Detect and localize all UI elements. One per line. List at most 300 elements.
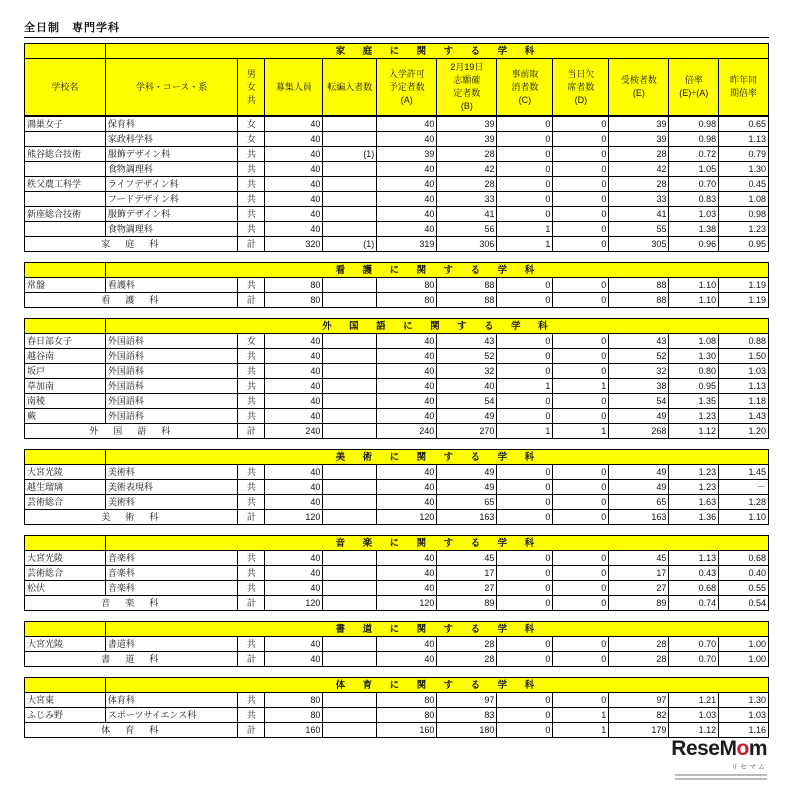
cell-total-ratio: 1.10	[669, 293, 719, 308]
cell-lastyear: 0.45	[719, 177, 769, 192]
cell-capacity: 40	[265, 117, 323, 132]
cell-total-permit: 240	[377, 424, 437, 439]
cell-total-lastyear: 1.10	[719, 510, 769, 525]
cell-cancel: 0	[497, 566, 553, 581]
cell-transfer	[323, 349, 377, 364]
cell-total-examinees: 268	[609, 424, 669, 439]
cell-total-capacity: 160	[265, 723, 323, 738]
cell-absent: 0	[553, 551, 609, 566]
cell-cancel: 0	[497, 334, 553, 349]
cell-lastyear: 1.03	[719, 708, 769, 723]
cell-school: 新座総合技術	[25, 207, 106, 222]
cell-cancel: 0	[497, 117, 553, 132]
cell-lastyear: 1.43	[719, 409, 769, 424]
col-header-lastyear: 昨年同 期倍率	[719, 59, 769, 116]
cell-transfer	[323, 637, 377, 652]
cell-ratio: 1.63	[669, 495, 719, 510]
table-row	[25, 177, 769, 192]
cell-gender: 共	[238, 581, 265, 596]
cell-total-permit: 120	[377, 596, 437, 611]
cell-total-absent: 0	[553, 510, 609, 525]
section-title: 体 育 に 関 す る 学 科	[105, 678, 768, 693]
cell-gender: 共	[238, 566, 265, 581]
cell-course: 外国語科	[105, 334, 238, 349]
table-row	[25, 566, 769, 581]
cell-permit: 40	[377, 349, 437, 364]
cell-gender: 共	[238, 394, 265, 409]
table-total-row	[25, 424, 769, 439]
cell-lastyear: 1.00	[719, 637, 769, 652]
cell-capacity: 40	[265, 379, 323, 394]
cell-total-gender: 計	[238, 723, 265, 738]
logo-bars	[671, 774, 767, 780]
cell-course: 体育科	[105, 693, 238, 708]
table-row	[25, 222, 769, 237]
table-row	[25, 349, 769, 364]
page-title: 全日制 専門学科	[24, 19, 769, 38]
section-table	[24, 621, 769, 667]
col-header-applicants-date: 2月19日	[450, 62, 484, 72]
cell-transfer	[323, 465, 377, 480]
cell-total-permit: 40	[377, 652, 437, 667]
cell-transfer	[323, 379, 377, 394]
cell-transfer	[323, 551, 377, 566]
cell-permit: 40	[377, 207, 437, 222]
cell-transfer	[323, 364, 377, 379]
cell-transfer	[323, 222, 377, 237]
cell-absent: 0	[553, 162, 609, 177]
cell-total-ratio: 0.96	[669, 237, 719, 252]
section-bar-blank	[25, 678, 106, 693]
cell-total-label: 外 国 語 科	[25, 424, 238, 439]
cell-absent: 0	[553, 566, 609, 581]
section-title: 外 国 語 に 関 す る 学 科	[105, 319, 768, 334]
cell-total-cancel: 0	[497, 652, 553, 667]
cell-absent: 0	[553, 349, 609, 364]
cell-applicants: 97	[437, 693, 497, 708]
cell-total-applicants: 89	[437, 596, 497, 611]
cell-capacity: 40	[265, 207, 323, 222]
cell-absent: 0	[553, 581, 609, 596]
cell-absent: 0	[553, 147, 609, 162]
cell-lastyear: 0.55	[719, 581, 769, 596]
cell-ratio: 0.98	[669, 117, 719, 132]
cell-total-gender: 計	[238, 424, 265, 439]
cell-examinees: 52	[609, 349, 669, 364]
cell-gender: 共	[238, 147, 265, 162]
logo-name: ReseMom	[671, 737, 767, 760]
cell-examinees: 32	[609, 364, 669, 379]
table-row	[25, 637, 769, 652]
cell-permit: 40	[377, 222, 437, 237]
table-row	[25, 708, 769, 723]
cell-total-capacity: 320	[265, 237, 323, 252]
cell-permit: 40	[377, 551, 437, 566]
cell-ratio: 0.72	[669, 147, 719, 162]
cell-cancel: 0	[497, 177, 553, 192]
cell-total-examinees: 28	[609, 652, 669, 667]
cell-course: 看護科	[105, 278, 238, 293]
cell-total-gender: 計	[238, 510, 265, 525]
cell-transfer	[323, 566, 377, 581]
cell-ratio: 0.83	[669, 192, 719, 207]
col-header-absent: 当日欠 席者数 (D)	[553, 59, 609, 116]
col-header-permit: 入学許可 予定者数 (A)	[377, 59, 437, 116]
section-bar	[25, 622, 769, 637]
cell-examinees: 27	[609, 581, 669, 596]
cell-examinees: 49	[609, 465, 669, 480]
cell-total-label: 体 育 科	[25, 723, 238, 738]
resemom-logo	[671, 737, 767, 780]
header-top-bar	[25, 44, 769, 59]
cell-total-lastyear: 1.00	[719, 652, 769, 667]
cell-capacity: 40	[265, 637, 323, 652]
cell-examinees: 88	[609, 278, 669, 293]
cell-absent: 0	[553, 192, 609, 207]
cell-transfer	[323, 693, 377, 708]
cell-gender: 共	[238, 177, 265, 192]
cell-cancel: 0	[497, 637, 553, 652]
cell-gender: 共	[238, 222, 265, 237]
cell-course: 外国語科	[105, 409, 238, 424]
cell-total-permit: 120	[377, 510, 437, 525]
cell-applicants: 42	[437, 162, 497, 177]
cell-gender: 共	[238, 379, 265, 394]
cell-applicants: 83	[437, 708, 497, 723]
table-row	[25, 147, 769, 162]
cell-ratio: 1.35	[669, 394, 719, 409]
table-total-row	[25, 596, 769, 611]
cell-transfer	[323, 334, 377, 349]
cell-total-lastyear: 1.16	[719, 723, 769, 738]
cell-absent: 0	[553, 693, 609, 708]
col-header-cancel: 事前取 消者数 (C)	[497, 59, 553, 116]
cell-total-lastyear: 0.54	[719, 596, 769, 611]
cell-permit: 40	[377, 581, 437, 596]
cell-school: 大宮東	[25, 693, 106, 708]
cell-applicants: 28	[437, 637, 497, 652]
cell-total-ratio: 1.12	[669, 424, 719, 439]
cell-ratio: 1.13	[669, 551, 719, 566]
cell-cancel: 1	[497, 222, 553, 237]
cell-cancel: 0	[497, 207, 553, 222]
cell-total-capacity: 120	[265, 510, 323, 525]
cell-course: スポーツサイエンス科	[105, 708, 238, 723]
cell-applicants: 33	[437, 192, 497, 207]
cell-examinees: 28	[609, 147, 669, 162]
cell-cancel: 0	[497, 394, 553, 409]
cell-lastyear: 0.98	[719, 207, 769, 222]
cell-ratio: 1.03	[669, 708, 719, 723]
cell-total-permit: 80	[377, 293, 437, 308]
cell-total-ratio: 1.36	[669, 510, 719, 525]
cell-school: 草加南	[25, 379, 106, 394]
cell-capacity: 80	[265, 278, 323, 293]
cell-total-capacity: 240	[265, 424, 323, 439]
cell-examinees: 97	[609, 693, 669, 708]
cell-total-examinees: 305	[609, 237, 669, 252]
cell-permit: 40	[377, 334, 437, 349]
table-row	[25, 364, 769, 379]
cell-examinees: 49	[609, 480, 669, 495]
table-row	[25, 117, 769, 132]
cell-total-label: 書 道 科	[25, 652, 238, 667]
cell-cancel: 0	[497, 147, 553, 162]
cell-permit: 40	[377, 177, 437, 192]
cell-lastyear: 0.65	[719, 117, 769, 132]
cell-school: 秩父農工科学	[25, 177, 106, 192]
cell-course: 美術科	[105, 495, 238, 510]
cell-cancel: 0	[497, 162, 553, 177]
cell-examinees: 54	[609, 394, 669, 409]
cell-total-cancel: 1	[497, 424, 553, 439]
cell-permit: 40	[377, 379, 437, 394]
cell-total-absent: 1	[553, 424, 609, 439]
cell-total-absent: 0	[553, 293, 609, 308]
cell-gender: 共	[238, 637, 265, 652]
cell-transfer	[323, 278, 377, 293]
cell-cancel: 0	[497, 693, 553, 708]
cell-applicants: 49	[437, 409, 497, 424]
cell-applicants: 28	[437, 147, 497, 162]
table-row	[25, 581, 769, 596]
cell-capacity: 40	[265, 465, 323, 480]
cell-ratio: 0.98	[669, 132, 719, 147]
table-row	[25, 207, 769, 222]
cell-lastyear: 1.23	[719, 222, 769, 237]
cell-total-transfer: (1)	[323, 237, 377, 252]
col-header-gender: 男 女 共	[238, 59, 265, 116]
table-row	[25, 495, 769, 510]
cell-permit: 80	[377, 693, 437, 708]
cell-course: 美術表現科	[105, 480, 238, 495]
cell-capacity: 40	[265, 394, 323, 409]
table-row	[25, 465, 769, 480]
cell-total-capacity: 40	[265, 652, 323, 667]
cell-transfer	[323, 117, 377, 132]
cell-examinees: 42	[609, 162, 669, 177]
cell-school: 松伏	[25, 581, 106, 596]
cell-capacity: 40	[265, 364, 323, 379]
cell-absent: 0	[553, 465, 609, 480]
cell-school: 春日部女子	[25, 334, 106, 349]
cell-gender: 女	[238, 132, 265, 147]
cell-cancel: 0	[497, 409, 553, 424]
cell-ratio: 0.70	[669, 177, 719, 192]
column-header-row	[25, 59, 769, 116]
cell-lastyear: 1.03	[719, 364, 769, 379]
cell-total-lastyear: 1.20	[719, 424, 769, 439]
cell-total-permit: 160	[377, 723, 437, 738]
col-header-school: 学校名	[25, 59, 106, 116]
cell-cancel: 0	[497, 480, 553, 495]
cell-course: 服飾デザイン科	[105, 147, 238, 162]
cell-total-cancel: 0	[497, 510, 553, 525]
table-row	[25, 192, 769, 207]
cell-total-cancel: 1	[497, 237, 553, 252]
section-table	[24, 449, 769, 525]
cell-ratio: 1.38	[669, 222, 719, 237]
cell-course: 美術科	[105, 465, 238, 480]
cell-lastyear: 1.30	[719, 693, 769, 708]
cell-total-applicants: 28	[437, 652, 497, 667]
table-total-row	[25, 652, 769, 667]
col-header-applicants: 2月19日 志願確 定者数 (B)	[437, 59, 497, 116]
cell-applicants: 49	[437, 465, 497, 480]
cell-examinees: 43	[609, 334, 669, 349]
cell-permit: 40	[377, 192, 437, 207]
section-table	[24, 318, 769, 439]
cell-permit: 40	[377, 637, 437, 652]
cell-school: 南稜	[25, 394, 106, 409]
cell-permit: 40	[377, 132, 437, 147]
cell-course: 保育科	[105, 117, 238, 132]
cell-capacity: 40	[265, 334, 323, 349]
cell-capacity: 40	[265, 147, 323, 162]
cell-applicants: 52	[437, 349, 497, 364]
cell-gender: 共	[238, 192, 265, 207]
cell-absent: 0	[553, 480, 609, 495]
cell-ratio: 1.08	[669, 334, 719, 349]
cell-total-transfer	[323, 293, 377, 308]
cell-school: 芸術総合	[25, 495, 106, 510]
cell-lastyear: 1.08	[719, 192, 769, 207]
section-title: 看 護 に 関 す る 学 科	[105, 263, 768, 278]
logo-subtitle: リセマム	[731, 764, 767, 771]
cell-absent: 0	[553, 495, 609, 510]
cell-applicants: 39	[437, 117, 497, 132]
cell-ratio: 0.43	[669, 566, 719, 581]
cell-capacity: 40	[265, 349, 323, 364]
section-bar	[25, 263, 769, 278]
cell-applicants: 27	[437, 581, 497, 596]
col-header-course: 学科・コース・系	[105, 59, 238, 116]
cell-course: ライフデザイン科	[105, 177, 238, 192]
cell-ratio: 1.23	[669, 465, 719, 480]
cell-lastyear: －	[719, 480, 769, 495]
cell-transfer	[323, 581, 377, 596]
cell-examinees: 28	[609, 637, 669, 652]
cell-ratio: 0.68	[669, 581, 719, 596]
cell-lastyear: 1.50	[719, 349, 769, 364]
cell-course: 服飾デザイン科	[105, 207, 238, 222]
section-bar-blank	[25, 450, 106, 465]
cell-examinees: 33	[609, 192, 669, 207]
cell-course: 音楽科	[105, 566, 238, 581]
header-bar-blank	[25, 44, 106, 59]
cell-applicants: 45	[437, 551, 497, 566]
section-table	[24, 535, 769, 611]
table-row	[25, 480, 769, 495]
cell-examinees: 41	[609, 207, 669, 222]
cell-cancel: 0	[497, 278, 553, 293]
cell-capacity: 40	[265, 192, 323, 207]
cell-course: 家政科学科	[105, 132, 238, 147]
cell-ratio: 1.03	[669, 207, 719, 222]
cell-school: 常盤	[25, 278, 106, 293]
cell-ratio: 0.80	[669, 364, 719, 379]
cell-examinees: 82	[609, 708, 669, 723]
cell-total-absent: 1	[553, 723, 609, 738]
cell-course: 食物調理科	[105, 162, 238, 177]
cell-ratio: 1.10	[669, 278, 719, 293]
cell-course: 外国語科	[105, 364, 238, 379]
cell-applicants: 56	[437, 222, 497, 237]
cell-gender: 共	[238, 162, 265, 177]
cell-lastyear: 1.13	[719, 132, 769, 147]
cell-permit: 40	[377, 162, 437, 177]
cell-gender: 共	[238, 364, 265, 379]
cell-course: 外国語科	[105, 379, 238, 394]
cell-examinees: 28	[609, 177, 669, 192]
cell-total-gender: 計	[238, 237, 265, 252]
cell-absent: 0	[553, 177, 609, 192]
section-bar-blank	[25, 263, 106, 278]
cell-transfer	[323, 409, 377, 424]
cell-applicants: 28	[437, 177, 497, 192]
cell-lastyear: 1.45	[719, 465, 769, 480]
cell-permit: 40	[377, 364, 437, 379]
header-bar-title: 家 庭 に 関 す る 学 科	[105, 44, 768, 59]
cell-applicants: 39	[437, 132, 497, 147]
cell-total-cancel: 0	[497, 596, 553, 611]
cell-total-gender: 計	[238, 596, 265, 611]
cell-applicants: 65	[437, 495, 497, 510]
cell-absent: 0	[553, 278, 609, 293]
cell-capacity: 80	[265, 708, 323, 723]
cell-cancel: 0	[497, 132, 553, 147]
cell-total-transfer	[323, 596, 377, 611]
table-row	[25, 409, 769, 424]
table-header	[24, 43, 769, 116]
col-header-capacity: 募集人員	[265, 59, 323, 116]
cell-total-absent: 0	[553, 652, 609, 667]
cell-course: 書道科	[105, 637, 238, 652]
cell-transfer	[323, 132, 377, 147]
table-row	[25, 162, 769, 177]
cell-course: 音楽科	[105, 551, 238, 566]
cell-school: 大宮光陵	[25, 637, 106, 652]
cell-school	[25, 162, 106, 177]
cell-total-examinees: 179	[609, 723, 669, 738]
cell-transfer	[323, 708, 377, 723]
cell-absent: 0	[553, 409, 609, 424]
cell-gender: 女	[238, 117, 265, 132]
cell-capacity: 40	[265, 495, 323, 510]
cell-school: ふじみ野	[25, 708, 106, 723]
cell-total-examinees: 89	[609, 596, 669, 611]
cell-lastyear: 0.88	[719, 334, 769, 349]
cell-school	[25, 222, 106, 237]
cell-cancel: 1	[497, 379, 553, 394]
cell-total-ratio: 0.74	[669, 596, 719, 611]
sections-host	[24, 116, 769, 738]
cell-permit: 40	[377, 465, 437, 480]
cell-school: 熊谷総合技術	[25, 147, 106, 162]
cell-total-ratio: 1.12	[669, 723, 719, 738]
cell-total-absent: 0	[553, 237, 609, 252]
table-row	[25, 132, 769, 147]
cell-examinees: 39	[609, 132, 669, 147]
cell-applicants: 41	[437, 207, 497, 222]
cell-total-label: 家 庭 科	[25, 237, 238, 252]
cell-school: 大宮光陵	[25, 551, 106, 566]
table-row	[25, 551, 769, 566]
cell-absent: 1	[553, 708, 609, 723]
cell-applicants: 32	[437, 364, 497, 379]
cell-applicants: 40	[437, 379, 497, 394]
cell-school	[25, 192, 106, 207]
